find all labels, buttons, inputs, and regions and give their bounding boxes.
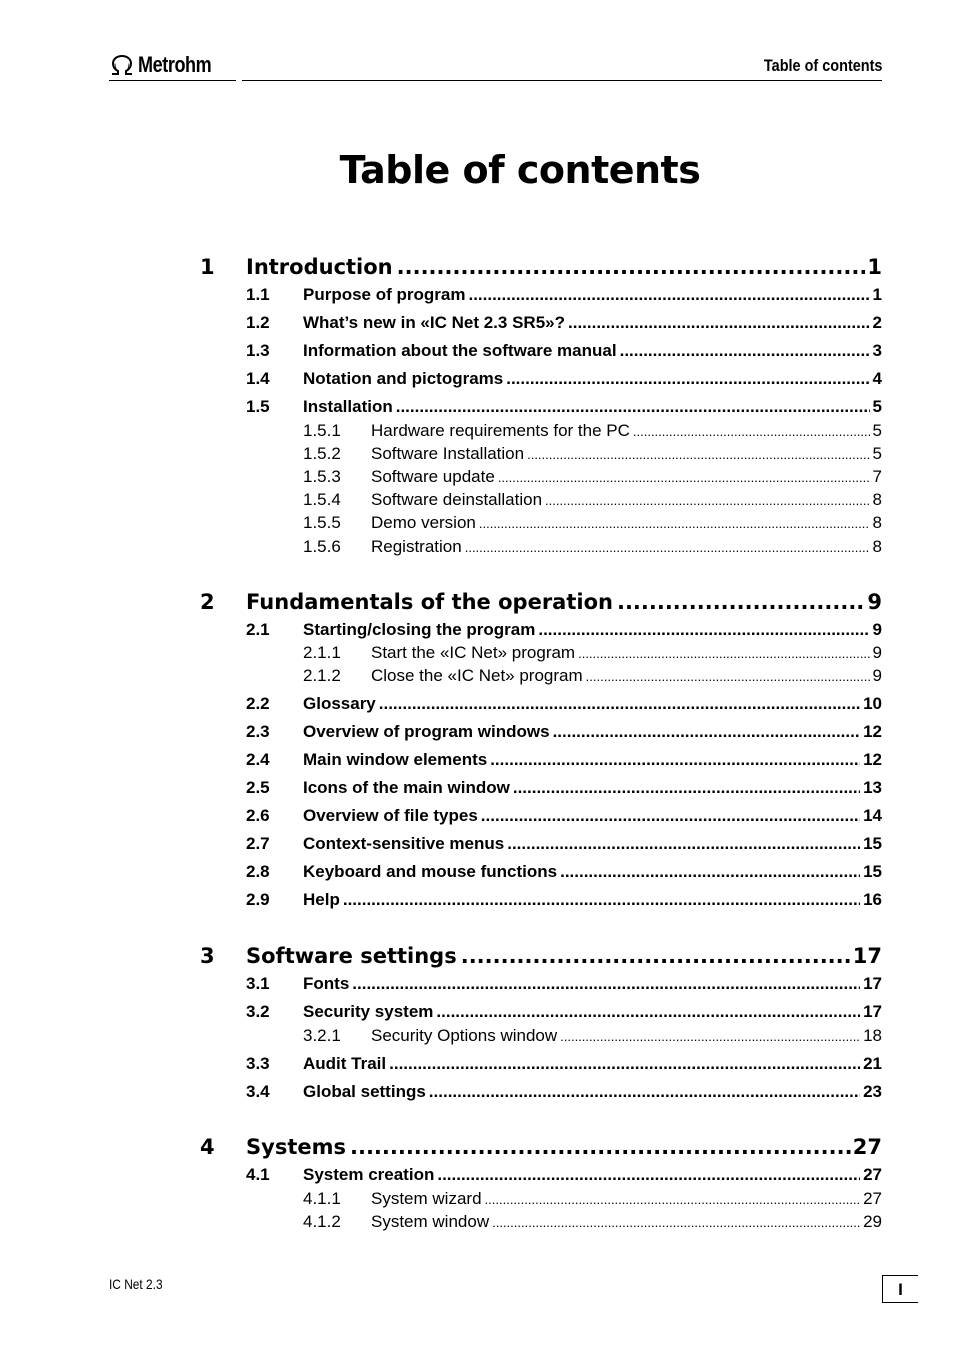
toc-entry-title: Registration [371, 537, 462, 556]
toc-entry-level-1 [200, 944, 882, 972]
toc-entry-level-3 [303, 444, 882, 466]
toc-entry-number: 4 [200, 1135, 215, 1159]
toc-entry-page: 5 [872, 444, 882, 463]
toc-dot-leader [485, 1192, 861, 1207]
toc-entry-page: 29 [863, 1212, 882, 1231]
toc-entry-level-2 [246, 1054, 882, 1076]
toc-entry-number: 1.5 [246, 397, 270, 416]
toc-entry-number: 1.1 [246, 285, 270, 304]
toc-entry-level-2 [246, 313, 882, 335]
toc-entry-page: 10 [863, 694, 882, 713]
toc-dot-leader [490, 750, 860, 770]
toc-dot-leader [586, 669, 870, 684]
toc-dot-leader [465, 540, 870, 555]
toc-entry-level-1 [200, 255, 882, 283]
toc-entry-number: 4.1.2 [303, 1212, 341, 1231]
toc-entry-title: Introduction [246, 255, 393, 279]
toc-entry-number: 2.6 [246, 806, 270, 825]
toc-dot-leader [498, 470, 870, 485]
toc-entry-title: Security Options window [371, 1026, 558, 1045]
toc-entry-number: 1.5.6 [303, 537, 341, 556]
toc-entry-number: 2.1 [246, 620, 270, 639]
toc-entry-page: 5 [872, 397, 882, 416]
toc-entry-number: 1.5.1 [303, 421, 341, 440]
toc-entry-page: 17 [852, 944, 882, 968]
toc-entry-page: 17 [863, 974, 882, 993]
toc-entry-title: Overview of file types [303, 806, 478, 825]
toc-entry-title: System wizard [371, 1189, 482, 1208]
toc-entry-title: System window [371, 1212, 490, 1231]
toc-entry-level-3 [303, 421, 882, 443]
metrohm-logo [109, 52, 227, 78]
toc-entry-level-2 [246, 890, 882, 912]
toc-entry-page: 16 [863, 890, 882, 909]
toc-entry-page: 8 [872, 537, 882, 556]
page-number: I [882, 1275, 918, 1303]
toc-entry-title: Demo version [371, 513, 476, 532]
toc-dot-leader [468, 285, 869, 305]
toc-entry-level-2 [246, 806, 882, 828]
toc-entry-title: Starting/closing the program [303, 620, 536, 639]
toc-entry-title: Fonts [303, 974, 350, 993]
toc-entry-level-3 [303, 1212, 882, 1234]
toc-dot-leader [617, 590, 865, 614]
toc-entry-number: 1.3 [246, 341, 270, 360]
toc-dot-leader [545, 493, 869, 508]
toc-entry-title: System creation [303, 1165, 435, 1184]
toc-entry-title: Context-sensitive menus [303, 834, 505, 853]
toc-entry-number: 1.4 [246, 369, 270, 388]
toc-entry-level-2 [246, 620, 882, 642]
toc-entry-number: 3.2 [246, 1002, 270, 1021]
toc-entry-title: Hardware requirements for the PC [371, 421, 630, 440]
toc-entry-page: 21 [863, 1054, 882, 1073]
toc-entry-level-2 [246, 778, 882, 800]
toc-entry-level-1 [200, 1135, 882, 1163]
toc-entry-number: 2.9 [246, 890, 270, 909]
toc-entry-level-2 [246, 750, 882, 772]
toc-entry-level-2 [246, 1082, 882, 1104]
toc-entry-page: 9 [872, 666, 882, 685]
toc-entry-number: 3.3 [246, 1054, 270, 1073]
toc-dot-leader [538, 620, 869, 640]
toc-entry-page: 15 [863, 862, 882, 881]
toc-entry-level-2 [246, 974, 882, 996]
toc-entry-number: 1.5.4 [303, 490, 341, 509]
toc-entry-number: 2.3 [246, 722, 270, 741]
toc-entry-number: 2 [200, 590, 215, 614]
toc-entry-title: Software settings [246, 944, 457, 968]
toc-entry-page: 8 [872, 490, 882, 509]
toc-entry-title: Systems [246, 1135, 346, 1159]
toc-entry-page: 27 [863, 1165, 882, 1184]
toc-entry-number: 2.5 [246, 778, 270, 797]
toc-entry-title: Start the «IC Net» program [371, 643, 576, 662]
toc-entry-level-2 [246, 722, 882, 744]
toc-entry-title: Software update [371, 467, 495, 486]
toc-entry-number: 3 [200, 944, 215, 968]
toc-dot-leader [506, 369, 869, 389]
toc-dot-leader [397, 255, 866, 279]
toc-entry-page: 27 [852, 1135, 882, 1159]
header-section-title: Table of contents [763, 56, 882, 75]
toc-entry-title: Overview of program windows [303, 722, 550, 741]
toc-entry-page: 12 [863, 722, 882, 741]
toc-entry-page: 1 [867, 255, 882, 279]
toc-entry-page: 3 [872, 341, 882, 360]
toc-entry-number: 2.1.1 [303, 643, 341, 662]
toc-entry-title: Icons of the main window [303, 778, 510, 797]
toc-entry-title: Help [303, 890, 340, 909]
toc-entry-page: 7 [872, 467, 882, 486]
toc-entry-number: 1.5.3 [303, 467, 341, 486]
toc-entry-number: 3.4 [246, 1082, 270, 1101]
toc-entry-title: Notation and pictograms [303, 369, 504, 388]
toc-dot-leader [560, 1029, 860, 1044]
toc-dot-leader [350, 1135, 851, 1159]
toc-dot-leader [578, 646, 869, 661]
toc-entry-page: 9 [872, 620, 882, 639]
toc-dot-leader [379, 694, 860, 714]
toc-dot-leader [343, 890, 860, 910]
toc-entry-page: 27 [863, 1189, 882, 1208]
toc-entry-number: 1 [200, 255, 215, 279]
toc-entry-level-3 [303, 1189, 882, 1211]
toc-entry-number: 1.5.5 [303, 513, 341, 532]
toc-dot-leader [507, 834, 860, 854]
toc-dot-leader [437, 1165, 860, 1185]
toc-dot-leader [389, 1054, 860, 1074]
toc-entry-level-3 [303, 513, 882, 535]
toc-entry-level-1 [200, 590, 882, 618]
toc-dot-leader [560, 862, 860, 882]
toc-entry-page: 4 [872, 369, 882, 388]
toc-entry-number: 1.5.2 [303, 444, 341, 463]
toc-entry-title: Global settings [303, 1082, 426, 1101]
toc-entry-title: Keyboard and mouse functions [303, 862, 558, 881]
toc-entry-page: 12 [863, 750, 882, 769]
toc-entry-page: 13 [863, 778, 882, 797]
toc-entry-title: Fundamentals of the operation [246, 590, 613, 614]
toc-entry-number: 2.1.2 [303, 666, 341, 685]
omega-icon [109, 54, 135, 76]
toc-entry-number: 1.2 [246, 313, 270, 332]
toc-entry-title: What’s new in «IC Net 2.3 SR5»? [303, 313, 565, 332]
toc-entry-number: 4.1 [246, 1165, 270, 1184]
page-header [109, 50, 882, 82]
toc-entry-page: 9 [872, 643, 882, 662]
toc-entry-title: Close the «IC Net» program [371, 666, 583, 685]
toc-dot-leader [553, 722, 861, 742]
toc-entry-level-2 [246, 341, 882, 363]
toc-entry-level-3 [303, 537, 882, 559]
toc-dot-leader [620, 341, 870, 361]
toc-entry-level-3 [303, 666, 882, 688]
toc-entry-level-2 [246, 862, 882, 884]
logo-text: Metrohm [138, 52, 212, 77]
toc-entry-number: 3.1 [246, 974, 270, 993]
toc-entry-number: 2.4 [246, 750, 270, 769]
toc-dot-leader [568, 313, 870, 333]
toc-entry-title: Main window elements [303, 750, 488, 769]
toc-dot-leader [396, 397, 870, 417]
toc-entry-level-3 [303, 490, 882, 512]
toc-entry-level-3 [303, 643, 882, 665]
toc-entry-title: Installation [303, 397, 393, 416]
toc-dot-leader [527, 447, 869, 462]
toc-entry-page: 2 [872, 313, 882, 332]
toc-entry-page: 8 [872, 513, 882, 532]
toc-entry-level-2 [246, 369, 882, 391]
toc-entry-title: Information about the software manual [303, 341, 617, 360]
toc-entry-page: 18 [863, 1026, 882, 1045]
toc-entry-title: Purpose of program [303, 285, 466, 304]
toc-entry-page: 9 [867, 590, 882, 614]
page-title: Table of contents [339, 148, 701, 192]
toc-dot-leader [492, 1215, 860, 1230]
toc-entry-title: Software Installation [371, 444, 525, 463]
toc-dot-leader [461, 944, 851, 968]
toc-entry-level-2 [246, 397, 882, 419]
toc-dot-leader [352, 974, 860, 994]
toc-entry-page: 17 [863, 1002, 882, 1021]
toc-dot-leader [633, 424, 870, 439]
toc-entry-level-2 [246, 285, 882, 307]
toc-dot-leader [436, 1002, 860, 1022]
footer-product: IC Net 2.3 [109, 1276, 163, 1292]
header-rule-right [242, 80, 882, 81]
toc-entry-number: 4.1.1 [303, 1189, 341, 1208]
toc-entry-title: Audit Trail [303, 1054, 387, 1073]
toc-entry-level-2 [246, 1002, 882, 1024]
toc-entry-level-2 [246, 834, 882, 856]
toc-entry-title: Security system [303, 1002, 434, 1021]
toc-entry-level-2 [246, 694, 882, 716]
toc-entry-number: 2.8 [246, 862, 270, 881]
toc-entry-title: Glossary [303, 694, 376, 713]
toc-entry-level-2 [246, 1165, 882, 1187]
toc-entry-number: 2.7 [246, 834, 270, 853]
toc-entry-title: Software deinstallation [371, 490, 543, 509]
toc-dot-leader [513, 778, 860, 798]
toc-entry-page: 15 [863, 834, 882, 853]
toc-entry-page: 5 [872, 421, 882, 440]
toc-entry-number: 2.2 [246, 694, 270, 713]
header-rule-left [109, 80, 236, 81]
toc-dot-leader [429, 1082, 860, 1102]
toc-entry-page: 1 [872, 285, 882, 304]
toc-entry-level-3 [303, 467, 882, 489]
toc-entry-page: 14 [863, 806, 882, 825]
toc-entry-number: 3.2.1 [303, 1026, 341, 1045]
toc-dot-leader [479, 516, 870, 531]
toc-entry-page: 23 [863, 1082, 882, 1101]
toc-dot-leader [481, 806, 860, 826]
toc-entry-level-3 [303, 1026, 882, 1048]
